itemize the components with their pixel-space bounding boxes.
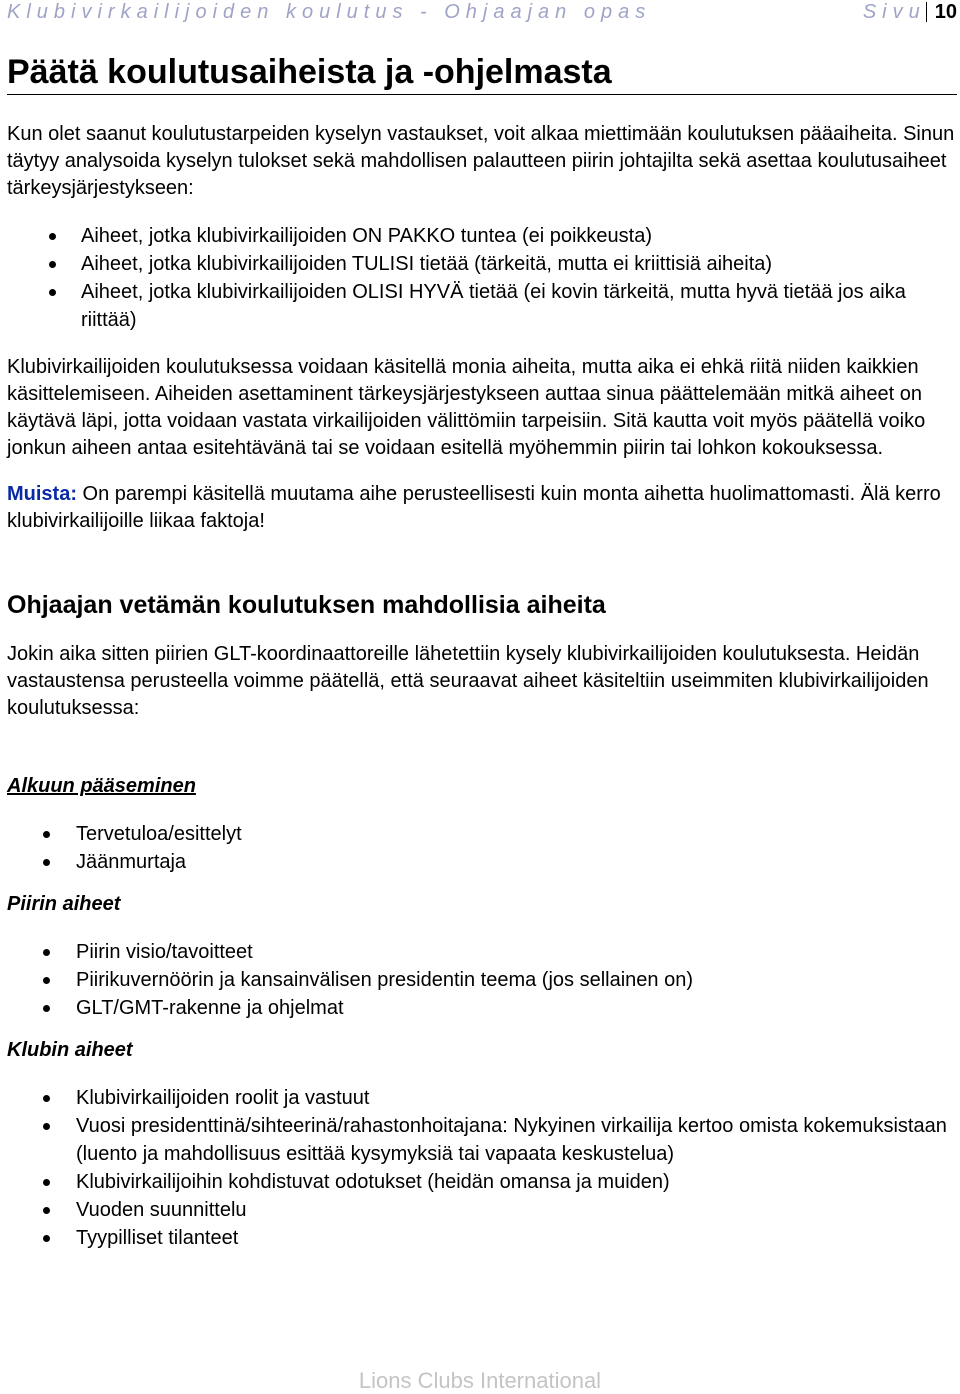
list-item-text: Vuosi presidenttinä/sihteerinä/rahastonhoitajana: Nykyinen virkailija kertoo omista kokemuksistaan (luento ja mahdollisuus esittää kysymyksiä tai vapaata keskustelua) (76, 1115, 947, 1165)
note-paragraph (7, 481, 957, 535)
bullet-icon (43, 1207, 50, 1214)
bullet-icon (43, 859, 50, 866)
list-item-text: Piirikuvernöörin ja kansainvälisen presidentin teema (jos sellainen on) (76, 969, 693, 991)
bullet-icon (49, 261, 56, 268)
header-title: Klubivirkailijoiden koulutus - Ohjaajan opas (7, 1, 652, 23)
bullet-icon (43, 1005, 50, 1012)
list-item (7, 820, 957, 848)
topic-list-club (7, 1084, 957, 1252)
list-item (7, 1168, 957, 1196)
list-item (7, 1084, 957, 1112)
list-item (7, 966, 957, 994)
topic-list-getting-started (7, 820, 957, 876)
group-heading-district: Piirin aiheet (7, 893, 121, 915)
body-paragraph: Klubivirkailijoiden koulutuksessa voidaan käsitellä monia aiheita, mutta aika ei ehkä riitä niiden kaikkien käsittelemiseen. Aiheiden asettaminent tärkeysjärjestykseen auttaa sinua päättelemään mitkä aiheet on käytävä läpi, jotta voidaan vastata virkailijoiden välittömiin tarpeisiin. Sitä kautta voit myös päätellä voiko jonkun aiheen antaa esitehtävänä tai se voidaan esitellä myöhemmin piirin tai lohkon kokouksessa. (7, 356, 926, 459)
list-item (7, 222, 957, 250)
list-item (7, 278, 957, 334)
document-page (7, 0, 957, 1252)
page-footer: Lions Clubs International (358, 1368, 602, 1393)
list-item-text: Tervetuloa/esittelyt (76, 823, 242, 845)
bullet-icon (43, 1235, 50, 1242)
page-title: Päätä koulutusaiheista ja -ohjelmasta (7, 52, 957, 95)
header-divider (926, 2, 927, 22)
bullet-icon (43, 949, 50, 956)
list-item (7, 848, 957, 876)
list-item-text: Piirin visio/tavoitteet (76, 941, 253, 963)
list-item-text: Klubivirkailijoiden roolit ja vastuut (76, 1087, 370, 1109)
list-item-text: Aiheet, jotka klubivirkailijoiden OLISI HYVÄ tietää (ei kovin tärkeitä, mutta hyvä tietää jos aika riittää) (81, 281, 906, 331)
list-item (7, 1224, 957, 1252)
intro-paragraph: Kun olet saanut koulutustarpeiden kyselyn vastaukset, voit alkaa miettimään koulutuksen pääaiheita. Sinun täytyy analysoida kyselyn tulokset sekä mahdollisen palautteen piirin johtajilta sekä asettaa koulutusaiheet tärkeysjärjestykseen: (7, 123, 955, 199)
list-item-text: Aiheet, jotka klubivirkailijoiden ON PAKKO tuntea (ei poikkeusta) (81, 225, 653, 247)
page-label: Sivu (862, 1, 926, 23)
bullet-icon (43, 1095, 50, 1102)
list-item (7, 938, 957, 966)
list-item (7, 1196, 957, 1224)
bullet-icon (43, 831, 50, 838)
bullet-icon (43, 1123, 50, 1130)
page-indicator (863, 0, 957, 24)
topic-list-district (7, 938, 957, 1022)
bullet-icon (49, 233, 56, 240)
list-item-text: Tyypilliset tilanteet (76, 1227, 239, 1249)
list-item-text: Jäänmurtaja (76, 851, 187, 873)
priority-list (7, 222, 957, 334)
note-label: Muista: (7, 483, 77, 505)
section-intro: Jokin aika sitten piirien GLT-koordinaattoreille lähetettiin kysely klubivirkailijoiden koulutuksesta. Heidän vastaustensa perusteella voimme päätellä, että seuraavat aiheet käsiteltiin useimmiten klubivirkailijoiden koulutuksessa: (7, 643, 929, 719)
list-item (7, 250, 957, 278)
list-item-text: Vuoden suunnittelu (76, 1199, 247, 1221)
list-item-text: Klubivirkailijoihin kohdistuvat odotukset (heidän omansa ja muiden) (76, 1171, 670, 1193)
group-heading-club: Klubin aiheet (7, 1039, 133, 1061)
list-item-text: Aiheet, jotka klubivirkailijoiden TULISI tietää (tärkeitä, mutta ei kriittisiä aiheita) (81, 253, 773, 275)
list-item (7, 1112, 957, 1168)
section-title: Ohjaajan vetämän koulutuksen mahdollisia aiheita (7, 591, 606, 619)
bullet-icon (43, 1179, 50, 1186)
note-text: On parempi käsitellä muutama aihe perusteellisesti kuin monta aihetta huolimattomasti. Älä kerro klubivirkailijoille liikaa faktoja! (7, 483, 941, 532)
list-item (7, 994, 957, 1022)
running-header (7, 0, 957, 24)
list-item-text: GLT/GMT-rakenne ja ohjelmat (76, 997, 344, 1019)
bullet-icon (49, 289, 56, 296)
bullet-icon (43, 977, 50, 984)
group-heading-getting-started: Alkuun pääseminen (7, 775, 196, 797)
page-number: 10 (934, 1, 957, 23)
